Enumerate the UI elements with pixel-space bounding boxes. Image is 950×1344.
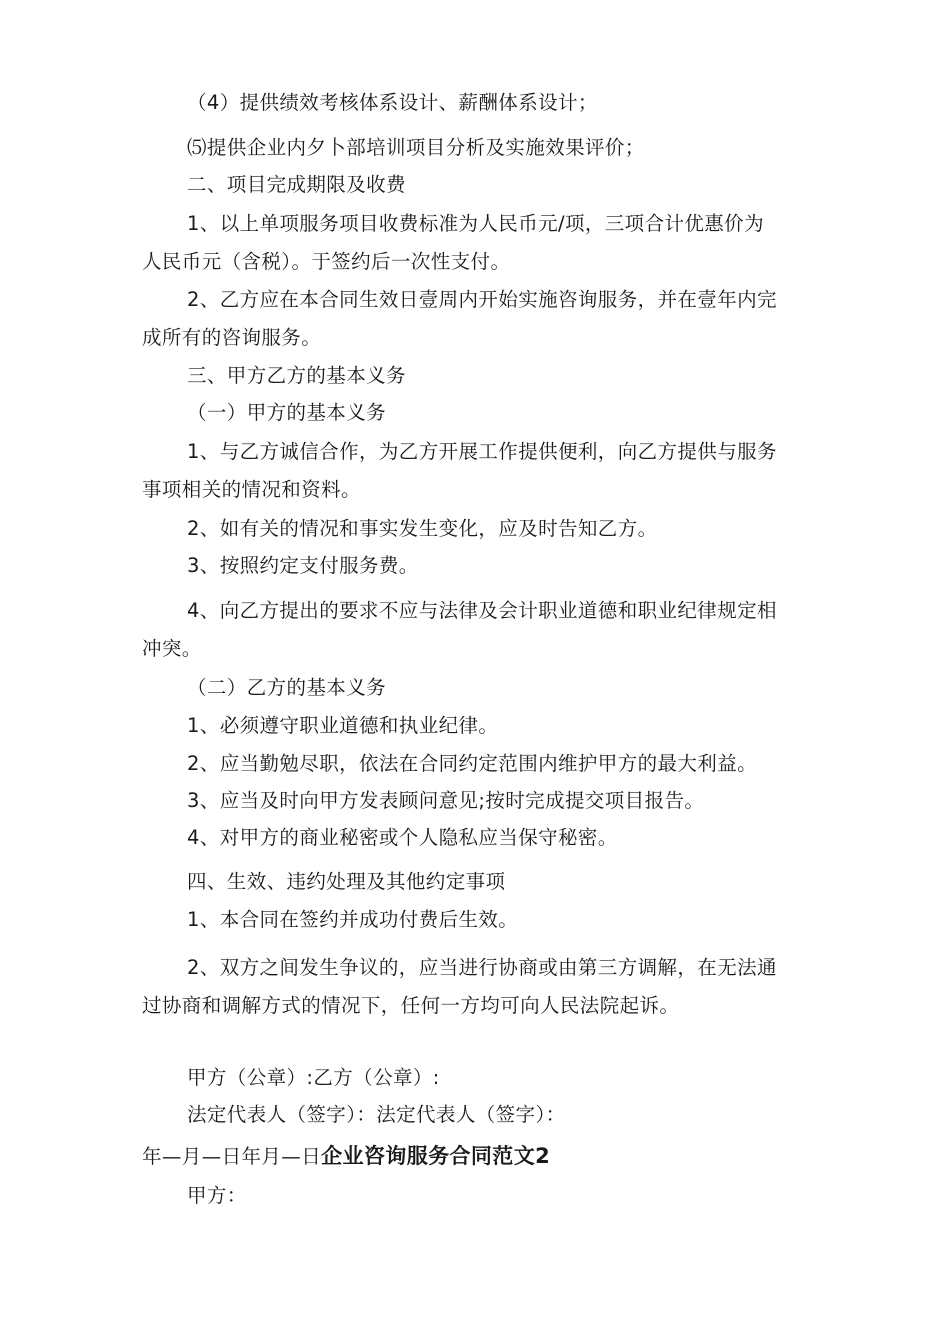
paragraph-period-line1: 2、乙方应在本合同生效日壹周内开始实施咨询服务，并在壹年内完 [187,288,777,311]
paragraph-period-line2: 成所有的咨询服务。 [142,326,322,349]
paragraph-fee-line2: 人民币元（含税）。于签约后一次性支付。 [142,250,511,273]
party-a-duty-4-line2: 冲突。 [142,637,202,660]
paragraph-fee-line1: 1、以上单项服务项目收费标准为人民币元/项，三项合计优惠价为 [187,212,764,235]
section-heading-4: 四、生效、违约处理及其他约定事项 [187,870,506,893]
service-item-4: （4）提供绩效考核体系设计、薪酬体系设计； [187,91,598,114]
section-heading-2: 二、项目完成期限及收费 [187,173,406,196]
dispute-clause-line2: 过协商和调解方式的情况下，任何一方均可向人民法院起诉。 [142,994,680,1017]
party-a-duty-3: 3、按照约定支付服务费。 [187,554,419,577]
date-and-title-line [142,1144,550,1169]
party-a-duty-2: 2、如有关的情况和事实发生变化，应及时告知乙方。 [187,517,658,540]
subheading-party-b: （二）乙方的基本义务 [187,676,387,699]
party-b-duty-4: 4、对甲方的商业秘密或个人隐私应当保守秘密。 [187,826,618,849]
party-b-duty-1: 1、必须遵守职业道德和执业纪律。 [187,714,499,737]
party-b-duty-3: 3、应当及时向甲方发表顾问意见;按时完成提交项目报告。 [187,789,705,812]
seal-line: 甲方（公章）:乙方（公章）: [187,1066,440,1089]
effect-clause-1: 1、本合同在签约并成功付费后生效。 [187,908,519,931]
party-a-duty-1-line1: 1、与乙方诚信合作，为乙方开展工作提供便利，向乙方提供与服务 [187,440,777,463]
date-line: 年—月—日年月—日 [142,1145,322,1168]
next-contract-title: 企业咨询服务合同范文2 [321,1144,551,1168]
section-heading-3: 三、甲方乙方的基本义务 [187,364,406,387]
party-a-duty-4-line1: 4、向乙方提出的要求不应与法律及会计职业道德和职业纪律规定相 [187,599,777,622]
party-b-duty-2: 2、应当勤勉尽职，依法在合同约定范围内维护甲方的最大利益。 [187,752,758,775]
signature-line: 法定代表人（签字）：法定代表人（签字）： [187,1103,566,1126]
party-a-label: 甲方： [187,1184,247,1207]
service-item-5: ⑸提供企业内夕卜部培训项目分析及实施效果评价； [187,136,645,159]
party-a-duty-1-line2: 事项相关的情况和资料。 [142,478,361,501]
dispute-clause-line1: 2、双方之间发生争议的，应当进行协商或由第三方调解，在无法通 [187,956,777,979]
subheading-party-a: （一）甲方的基本义务 [187,401,387,424]
